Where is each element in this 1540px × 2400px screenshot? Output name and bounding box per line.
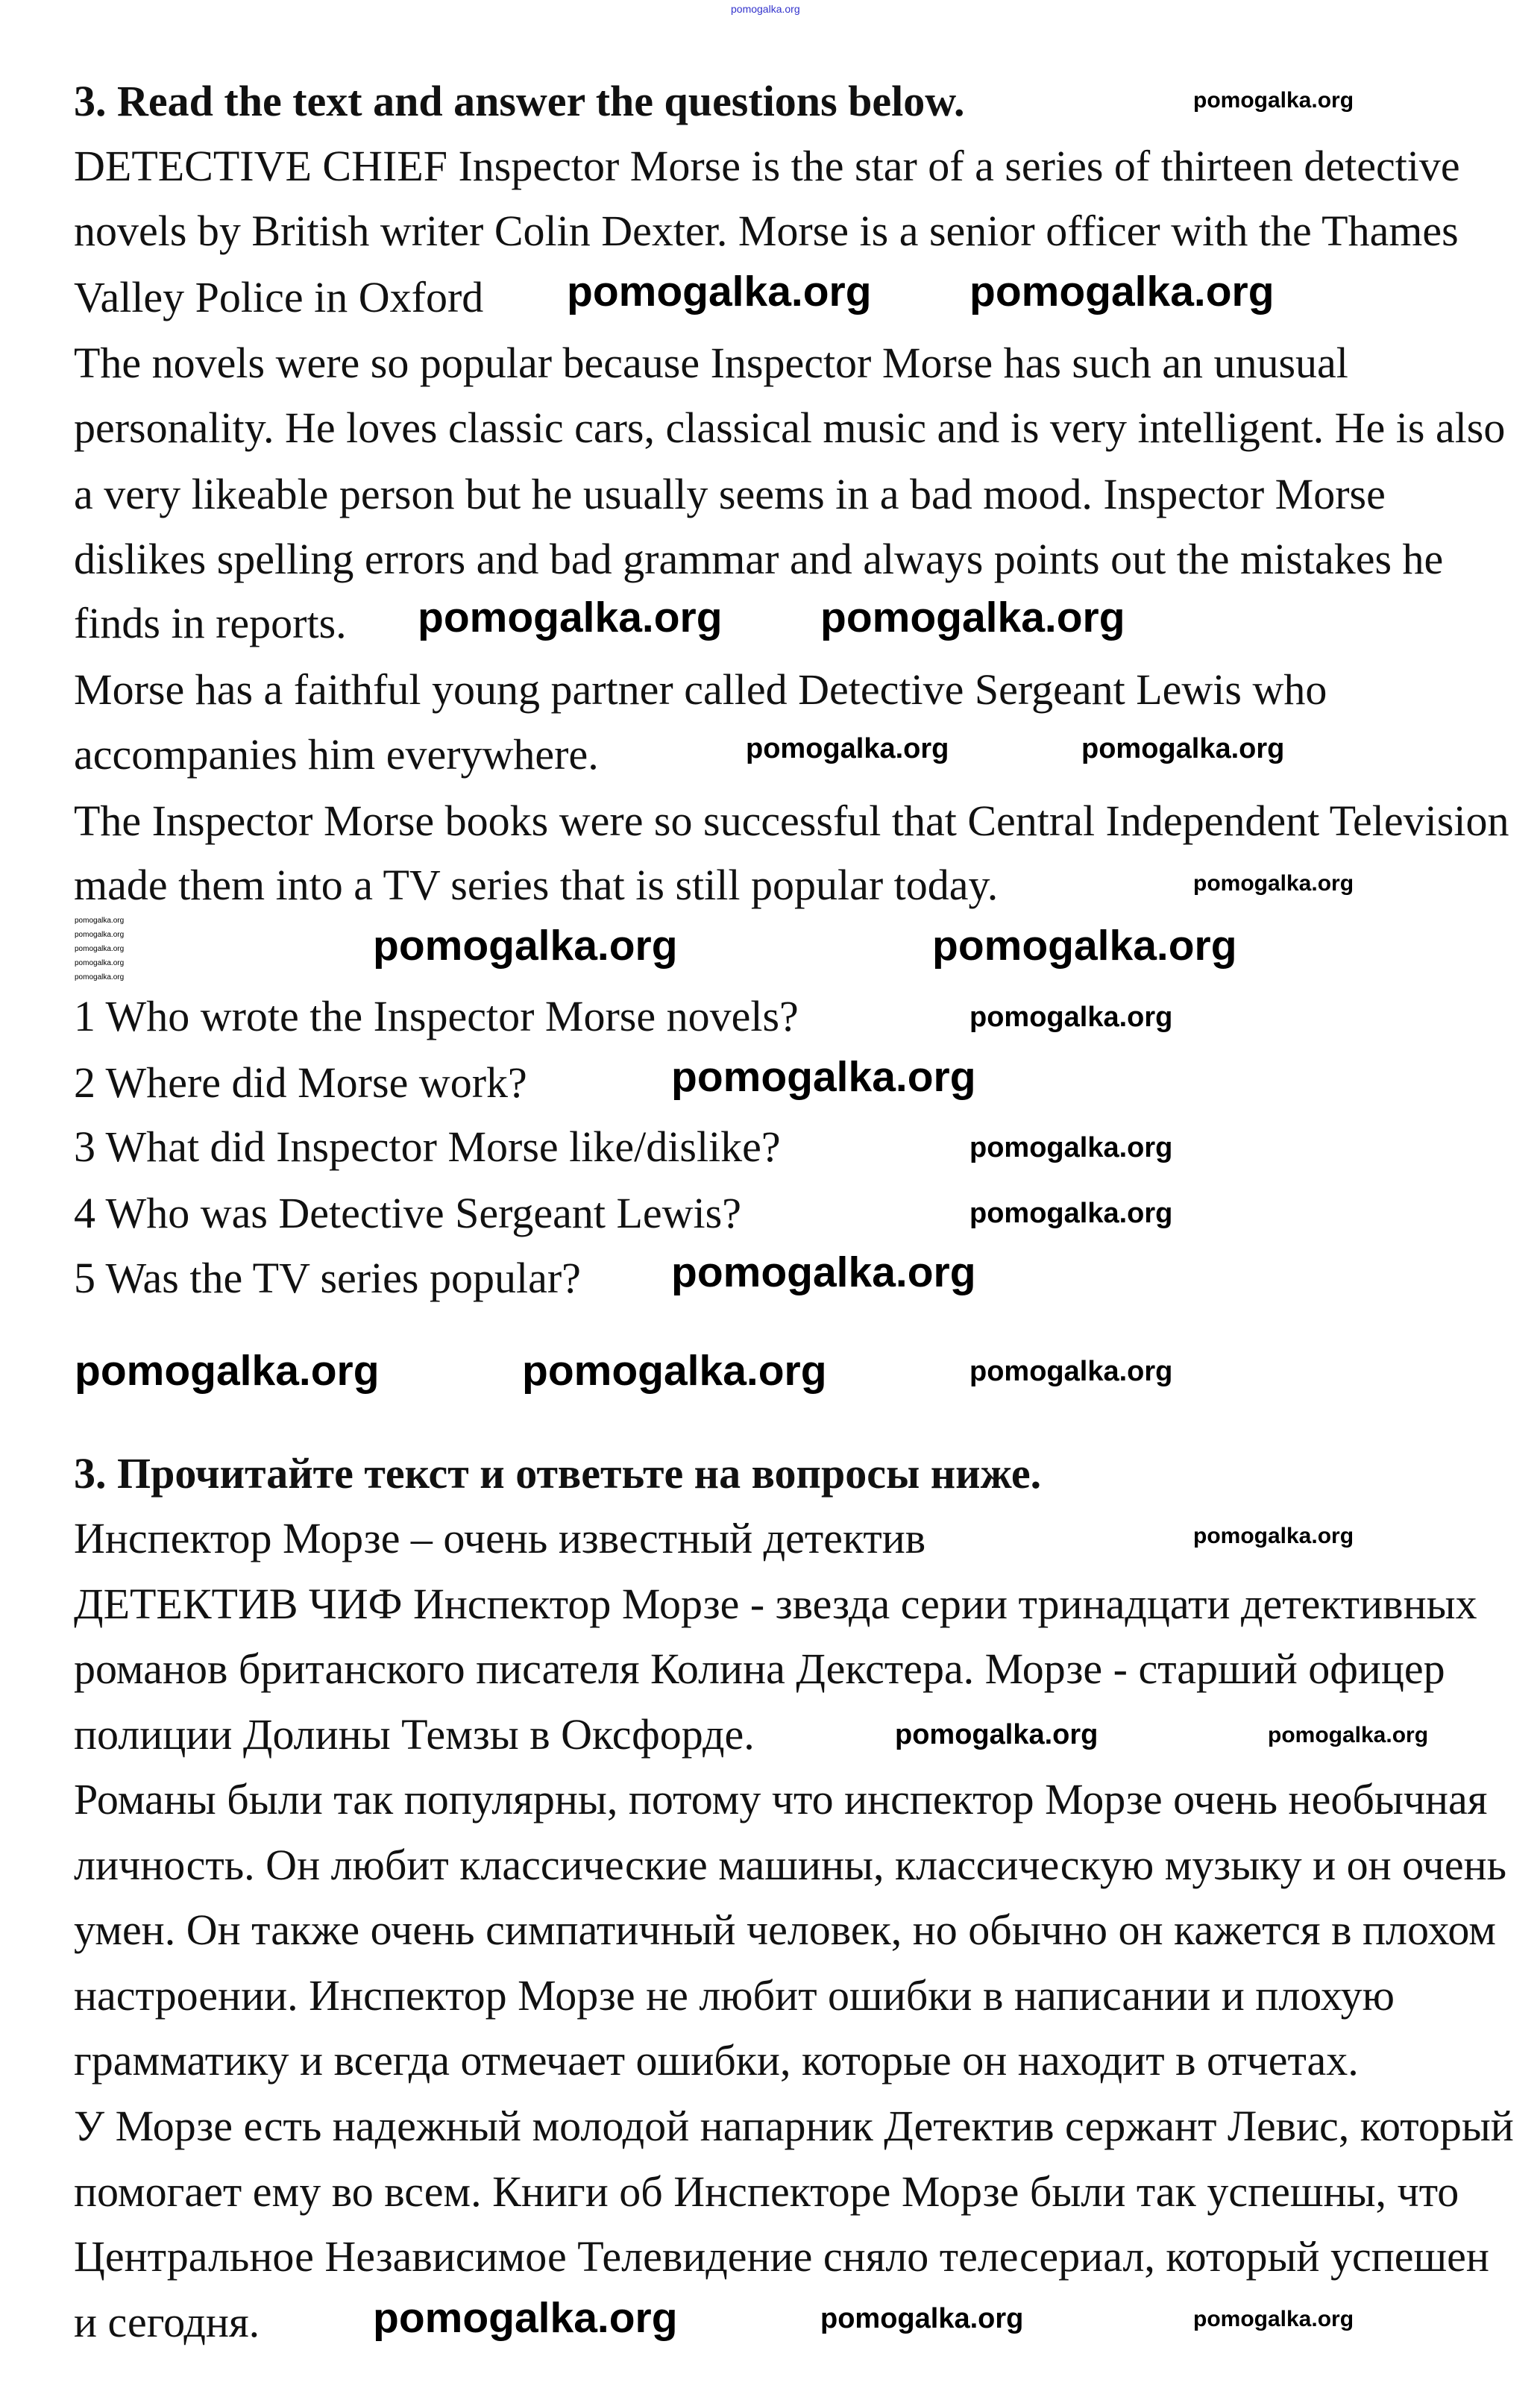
- question-item: 4 Who was Detective Sergeant Lewis?: [74, 1189, 741, 1237]
- watermark: pomogalka.org: [746, 733, 949, 764]
- watermark: pomogalka.org: [1193, 871, 1354, 896]
- paragraph-line: dislikes spelling errors and bad grammar and always points out the mistakes he: [74, 535, 1444, 583]
- translation-line: и сегодня.: [74, 2298, 260, 2346]
- section-heading-en: 3. Read the text and answer the questions below.: [74, 77, 965, 125]
- paragraph-line: accompanies him everywhere.: [74, 730, 599, 779]
- watermark: pomogalka.org: [418, 594, 723, 641]
- watermark: pomogalka.org: [671, 1053, 976, 1101]
- watermark: pomogalka.org: [522, 1347, 827, 1395]
- watermark: pomogalka.org: [969, 268, 1275, 315]
- question-item: 5 Was the TV series popular?: [74, 1254, 581, 1302]
- watermark: pomogalka.org: [671, 1248, 976, 1296]
- question-item: 3 What did Inspector Morse like/dislike?: [74, 1122, 781, 1171]
- section-heading-ru: 3. Прочитайте текст и ответьте на вопросы ниже.: [74, 1449, 1042, 1498]
- paragraph-line: Morse has a faithful young partner called Detective Sergeant Lewis who: [74, 665, 1327, 714]
- watermark: pomogalka.org: [820, 2303, 1024, 2334]
- paragraph-line: DETECTIVE CHIEF Inspector Morse is the star of a series of thirteen detective: [74, 142, 1460, 190]
- watermark: pomogalka.org: [1193, 1524, 1354, 1548]
- translation-line: помогает ему во всем. Книги об Инспекторе Морзе были так успешны, что: [74, 2167, 1459, 2216]
- translation-line: романов британского писателя Колина Декстера. Морзе - старший офицер: [74, 1644, 1445, 1693]
- paragraph-line: a very likeable person but he usually seems in a bad mood. Inspector Morse: [74, 470, 1386, 518]
- watermark: pomogalka.org: [731, 3, 800, 15]
- paragraph-line: made them into a TV series that is still popular today.: [74, 861, 999, 909]
- translation-line: Инспектор Морзе – очень известный детектив: [74, 1514, 926, 1562]
- watermark: pomogalka.org: [969, 1132, 1173, 1163]
- paragraph-line: novels by British writer Colin Dexter. Morse is a senior officer with the Thames: [74, 207, 1459, 255]
- translation-line: Центральное Независимое Телевидение сняло телесериал, который успешен: [74, 2232, 1489, 2281]
- watermark: pomogalka.org: [373, 2294, 678, 2342]
- translation-line: ДЕТЕКТИВ ЧИФ Инспектор Морзе - звезда серии тринадцати детективных: [74, 1580, 1477, 1628]
- watermark: pomogalka.org: [75, 959, 125, 967]
- paragraph-line: Valley Police in Oxford: [74, 273, 484, 321]
- watermark: pomogalka.org: [373, 922, 678, 970]
- watermark: pomogalka.org: [75, 931, 125, 939]
- paragraph-line: finds in reports.: [74, 599, 347, 647]
- watermark: pomogalka.org: [75, 917, 125, 925]
- translation-line: личность. Он любит классические машины, классическую музыку и он очень: [74, 1841, 1507, 1889]
- question-item: 2 Where did Morse work?: [74, 1058, 527, 1107]
- watermark: pomogalka.org: [75, 945, 125, 953]
- translation-line: грамматику и всегда отмечает ошибки, которые он находит в отчетах.: [74, 2036, 1359, 2085]
- translation-line: умен. Он также очень симпатичный человек, но обычно он кажется в плохом: [74, 1906, 1496, 1954]
- watermark: pomogalka.org: [1193, 88, 1354, 113]
- watermark: pomogalka.org: [1193, 2307, 1354, 2331]
- translation-line: полиции Долины Темзы в Оксфорде.: [74, 1710, 755, 1759]
- watermark: pomogalka.org: [1268, 1723, 1429, 1747]
- paragraph-line: The novels were so popular because Inspector Morse has such an unusual: [74, 339, 1348, 387]
- watermark: pomogalka.org: [820, 594, 1125, 641]
- paragraph-line: The Inspector Morse books were so successful that Central Independent Television: [74, 797, 1509, 845]
- watermark: pomogalka.org: [75, 973, 125, 981]
- watermark: pomogalka.org: [895, 1719, 1099, 1750]
- watermark: pomogalka.org: [969, 1198, 1173, 1229]
- question-item: 1 Who wrote the Inspector Morse novels?: [74, 992, 799, 1040]
- watermark: pomogalka.org: [969, 1002, 1173, 1033]
- watermark: pomogalka.org: [932, 922, 1237, 970]
- translation-line: У Морзе есть надежный молодой напарник Детектив сержант Левис, который: [74, 2102, 1514, 2150]
- watermark: pomogalka.org: [969, 1356, 1173, 1387]
- watermark: pomogalka.org: [567, 268, 872, 315]
- watermark: pomogalka.org: [75, 1347, 380, 1395]
- translation-line: Романы были так популярны, потому что инспектор Морзе очень необычная: [74, 1775, 1488, 1823]
- paragraph-line: personality. He loves classic cars, classical music and is very intelligent. He is also: [74, 403, 1506, 452]
- translation-line: настроении. Инспектор Морзе не любит ошибки в написании и плохую: [74, 1971, 1395, 2020]
- watermark: pomogalka.org: [1081, 733, 1285, 764]
